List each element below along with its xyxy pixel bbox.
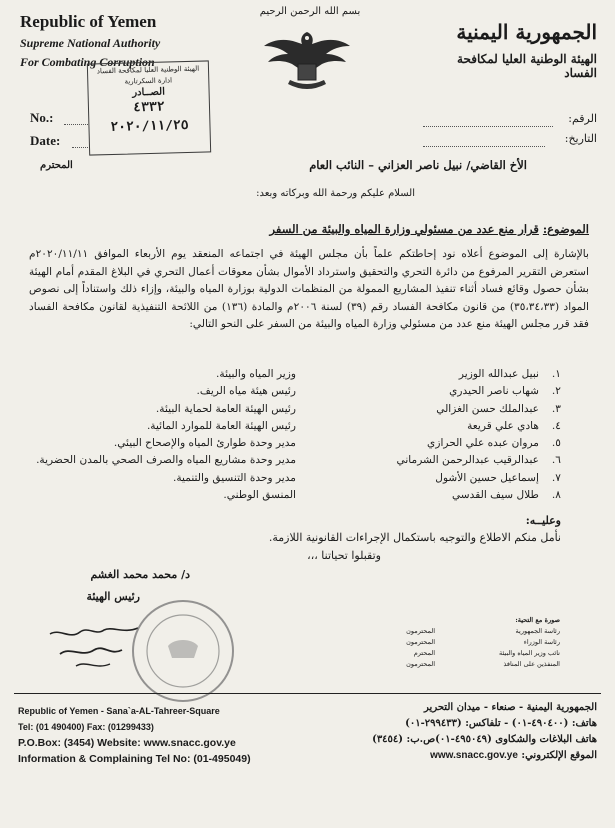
list-item: ٢. شهاب ناصر الحيدري رئيس هيئة مياه الريف. xyxy=(196,385,561,398)
date-line-ar xyxy=(423,146,545,147)
english-footer xyxy=(18,703,251,767)
travel-ban-list xyxy=(36,368,561,506)
date-label-en: Date: xyxy=(30,133,61,148)
date-label-ar: التاريخ: xyxy=(564,132,597,145)
cc-item: رئاسة الجمهورية المحترمون xyxy=(406,627,560,635)
footer-website-ar: الموقع الإلكتروني: www.snacc.gov.ye xyxy=(430,750,597,761)
subject-label: الموضوع: xyxy=(542,222,589,236)
arabic-footer xyxy=(297,700,597,764)
cc-list xyxy=(360,615,560,670)
stamp-label: الصــادر xyxy=(132,86,166,99)
footer-divider xyxy=(14,693,601,694)
basmala: بسم الله الرحمن الرحيم xyxy=(259,6,361,17)
cc-title: صورة مع التحية: xyxy=(515,616,560,624)
list-item: ٣. عبدالملك حسن الغزالي رئيس الهيئة العامة لحماية البيئة. xyxy=(155,402,561,415)
cc-item: رئاسة الوزراء المحترمون xyxy=(406,638,560,646)
yemen-eagle-emblem-icon xyxy=(262,24,352,96)
stamp-authority: الهيئة الوطنية العليا لمكافحة الفساد xyxy=(96,64,200,76)
footer-address-en: Republic of Yemen - Sana`a-AL-Tahreer-Square xyxy=(18,706,220,716)
stamp-number: ٤٣٣٢ xyxy=(133,99,165,116)
date-line-en xyxy=(72,147,88,148)
body-paragraph: بالإشارة إلى الموضوع أعلاه نود إحاطتكم علماً بأن مجلس الهيئة في اجتماعه المنعقد يوم الأربعاء الموافق ٢٠٢٠/١١/١١م استعرض التقرير المرفوع من دائرة التحري والتحقيق واسترداد الأموال بشأن معوقات أعمال التحري في البلاغ المقدم أمام الهيئة بشأن حصول وقائع فساد أثناء تنفيذ المشاريع الممولة من المنظمات الدولية بوزارة المياه والبيئة، وإزاء ذلك واستناداً إلى نصوص المواد (٣٥،٣٤،٣٣) من قانون مكافحة الفساد رقم (٣٩) لسنة ٢٠٠٦م والمادة (١٣٦) من اللائحة التنفيذية لقانون مكافحة الفساد فقد قرر مجلس الهيئة منع عدد من مسئولي وزارة المياه والبيئة من السفر على النحو التالي: xyxy=(29,248,589,330)
addressee-respect: المحترم xyxy=(40,160,73,171)
stamp-date: ٢٠٢٠/١١/٢٥ xyxy=(110,117,189,136)
footer-address-ar: الجمهورية اليمنية - صنعاء - ميدان التحرير xyxy=(424,702,597,713)
addressee: الأخ القاضي/ نبيل ناصر العزاني – النائب العام xyxy=(309,158,527,172)
closing-regards: وتقبلوا تحياتنا ،،، xyxy=(307,549,381,562)
footer-complaints-en: Information & Complaining Tel No: (01-495049) xyxy=(18,753,251,765)
footer-tel-ar: هاتف: (٤٩٠٤٠٠-٠١) - تلفاكس: (٢٩٩٤٣٣-٠١) xyxy=(405,718,597,729)
footer-pobox-en: P.O.Box: (3454) Website: www.snacc.gov.ye xyxy=(18,737,236,749)
list-item: ٦. عبدالرقيب عبدالرحمن الشرماني مدير وحدة مشاريع المياه والصرف الصحي بالمدن الحضرية. xyxy=(36,454,561,467)
footer-tel-en: Tel: (01 490400) Fax: (01299433) xyxy=(18,722,154,732)
outgoing-stamp xyxy=(87,60,211,155)
signatory-name: د/ محمد محمد الغشم xyxy=(90,568,190,581)
official-seal xyxy=(128,596,238,706)
no-line-en xyxy=(64,124,88,125)
ar-authority: الهيئة الوطنية العليا لمكافحة الفساد xyxy=(457,52,597,80)
en-country: Republic of Yemen xyxy=(20,12,157,31)
no-label-en: No.: xyxy=(30,110,54,125)
closing-label: وعليــه: xyxy=(525,514,561,527)
subject-line xyxy=(270,222,589,236)
greeting: السلام عليكم ورحمة الله وبركاته وبعد: xyxy=(256,188,415,199)
list-item: ٧. إسماعيل حسين الأشول مدير وحدة التنسيق والتنمية. xyxy=(172,471,561,484)
signatory-title: رئيس الهيئة xyxy=(86,590,140,603)
cc-item: المنفذين على المنافذ المحترمون xyxy=(406,660,560,668)
stamp-department: ادارة السكرتارية xyxy=(124,76,173,86)
en-authority: Supreme National Authority xyxy=(20,36,161,50)
ar-country: الجمهورية اليمنية xyxy=(456,20,597,44)
no-line-ar xyxy=(423,126,553,127)
footer-complaints-ar: هاتف البلاغات والشكاوى (٤٩٥٠٤٩-٠١)ص.ب: (٣٤٥٤) xyxy=(372,734,597,745)
cc-item: نائب وزير المياه والبيئة المحترم xyxy=(413,649,560,657)
closing-request: نأمل منكم الاطلاع والتوجيه باستكمال الإجراءات القانونية اللازمة. xyxy=(268,531,561,544)
subject-text: قرار منع عدد من مسئولي وزارة المياه والبيئة من السفر xyxy=(269,222,539,236)
list-item: ٥. مروان عبده علي الحرازي مدير وحدة طوارئ المياه والإصحاح البيئي. xyxy=(113,437,561,450)
list-item: ٨. طلال سيف القدسي المنسق الوطني. xyxy=(223,489,561,502)
arabic-letterhead xyxy=(422,20,597,80)
list-item: ١. نبيل عبدالله الوزير وزير المياه والبيئة. xyxy=(216,368,561,380)
list-item: ٤. هادي علي قريعة رئيس الهيئة العامة للموارد المائية. xyxy=(146,419,561,432)
no-label-ar: الرقم: xyxy=(568,112,597,125)
en-purpose: For Combating Corruption xyxy=(20,55,155,69)
